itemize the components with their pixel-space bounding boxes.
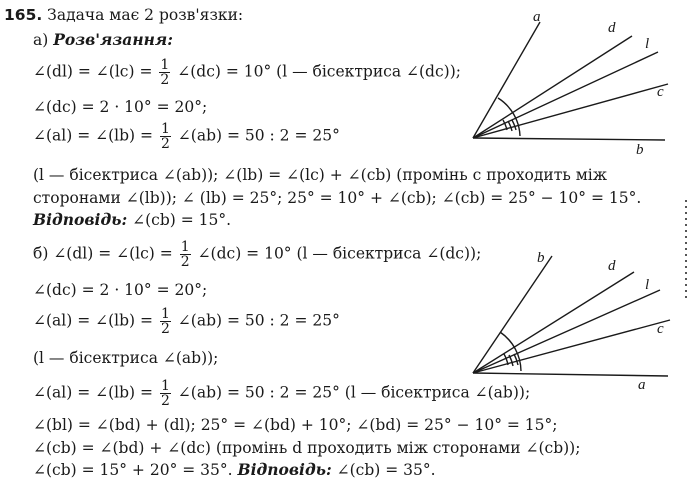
part-b-line-7: ∠(cb) = ∠(bd) + ∠(dc) (промінь d проходить між сторонами ∠(cb)); — [33, 439, 581, 457]
part-a-line-1-rhs: ∠(dc) = 10° (l — бісектриса ∠(dc)); — [177, 62, 461, 81]
part-b-line-5-lhs: ∠(al) = ∠(lb) = — [33, 383, 153, 402]
fraction-denominator: 2 — [180, 254, 190, 270]
part-a-answer-value: ∠(cb) = 15°. — [127, 211, 232, 229]
label-c: c — [657, 321, 664, 337]
fraction-denominator: 2 — [160, 136, 170, 152]
fraction-denominator: 2 — [160, 321, 170, 337]
part-a-title: Розв'язання: — [53, 30, 173, 49]
fraction-numerator: 1 — [160, 121, 170, 137]
fraction-numerator: 1 — [160, 57, 170, 73]
part-b-answer-value: ∠(cb) = 35°. — [331, 461, 436, 479]
part-a-line-5: сторонами ∠(lb)); ∠ (lb) = 25°; 25° = 10° + ∠(cb); ∠(cb) = 25° − 10° = 15°. — [33, 189, 642, 207]
label-b: b — [537, 250, 545, 266]
part-b-answer-label: Відповідь: — [237, 460, 332, 479]
part-b-line-3-rhs: ∠(ab) = 50 : 2 = 25° — [177, 311, 340, 330]
part-a-answer-label: Відповідь: — [33, 210, 128, 229]
part-b-label: б) — [33, 244, 49, 263]
problem-number: 165. — [4, 6, 43, 24]
fraction-numerator: 1 — [160, 378, 170, 394]
part-b-line-6: ∠(bl) = ∠(bd) + (dl); 25° = ∠(bd) + 10°; ∠(bd) = 25° − 10° = 15°; — [33, 416, 558, 434]
part-b-line-2: ∠(dc) = 2 · 10° = 20°; — [33, 281, 208, 299]
fraction-numerator: 1 — [180, 239, 190, 255]
part-b-line-4: (l — бісектриса ∠(ab)); — [33, 349, 219, 367]
fraction-numerator: 1 — [160, 306, 170, 322]
part-b-line-5-rhs: ∠(ab) = 50 : 2 = 25° (l — бісектриса ∠(ab)); — [177, 383, 531, 402]
fraction-denominator: 2 — [160, 393, 170, 409]
label-b: b — [636, 142, 644, 158]
label-l: l — [645, 277, 650, 293]
label-c: c — [657, 84, 664, 100]
part-b-line-1-rhs: ∠(dc) = 10° (l — бісектриса ∠(dc)); — [197, 244, 482, 263]
label-l: l — [645, 36, 650, 52]
label-d: d — [608, 20, 616, 36]
problem-title: Задача має 2 розв'язки: — [42, 6, 244, 24]
part-b-line-8-text: ∠(cb) = 15° + 20° = 35°. — [33, 461, 233, 479]
part-b-line-1-lhs: ∠(dl) = ∠(lc) = — [48, 244, 173, 263]
part-a-line-3-lhs: ∠(al) = ∠(lb) = — [33, 126, 153, 145]
label-d: d — [608, 258, 616, 274]
part-a-line-2: ∠(dc) = 2 · 10° = 20°; — [33, 98, 208, 116]
fraction-denominator: 2 — [160, 72, 170, 88]
label-a: a — [533, 9, 541, 25]
part-b-line-3-lhs: ∠(al) = ∠(lb) = — [33, 311, 153, 330]
part-a-label: а) — [33, 31, 49, 49]
part-a-line-1-lhs: ∠(dl) = ∠(lc) = — [33, 62, 153, 81]
label-a: a — [638, 377, 646, 393]
part-a-line-3-rhs: ∠(ab) = 50 : 2 = 25° — [177, 126, 340, 145]
part-a-line-4: (l — бісектриса ∠(ab)); ∠(lb) = ∠(lc) + ∠(cb) (промінь c проходить між — [33, 166, 607, 184]
